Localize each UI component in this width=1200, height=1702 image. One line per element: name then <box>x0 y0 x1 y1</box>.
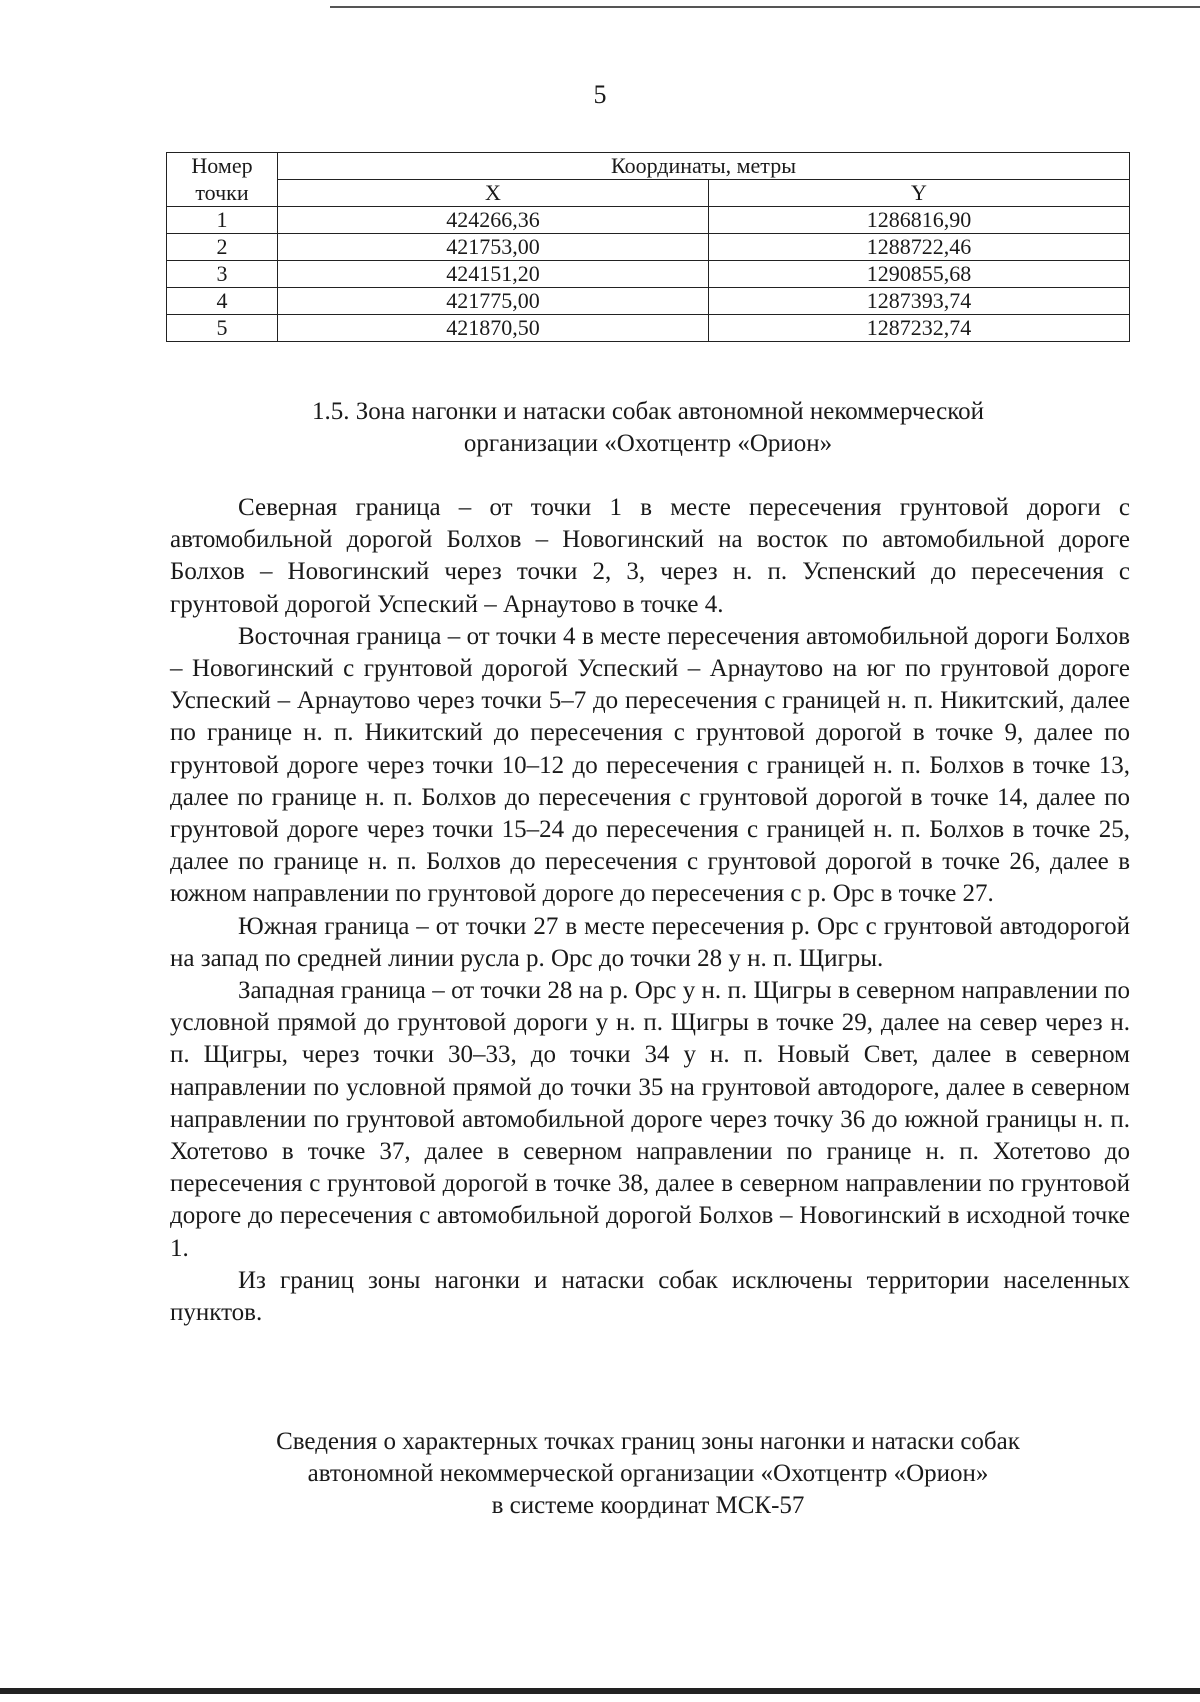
boundary-description <box>170 492 1130 1329</box>
cell-y: 1287393,74 <box>709 288 1130 315</box>
cell-point: 2 <box>167 234 278 261</box>
scan-edge-bottom <box>0 1688 1200 1694</box>
paragraph-west-boundary: Западная граница – от точки 28 на р. Орс у н. п. Щигры в северном направлении по условной прямой до грунтовой дороги у н. п. Щигры в точке 29, далее на север через н. п. Щигры, через точки 30–33, до точки 34 у н. п. Новый Свет, далее в северном направлении по условной прямой до точки 35 на грунтовой автодороге, далее в северном направлении по грунтовой автомобильной дороге через точку 36 до южной границы н. п. Хотетово в точке 37, далее в северном направлении по границе н. п. Хотетово до пересечения с грунтовой дорогой в точке 38, далее в северном направлении по грунтовой дороге до пересечения с автомобильной дорогой Болхов – Новогинский в исходной точке 1. <box>170 977 1130 1262</box>
table-row <box>167 315 1130 342</box>
coordinates-table <box>166 152 1130 342</box>
page-number: 5 <box>593 80 607 109</box>
cell-x: 424151,20 <box>278 261 709 288</box>
header-point-number-2: точки <box>167 180 278 207</box>
cell-y: 1290855,68 <box>709 261 1130 288</box>
cell-x: 421753,00 <box>278 234 709 261</box>
table-row <box>167 288 1130 315</box>
paragraph-north-boundary: Северная граница – от точки 1 в месте пересечения грунтовой дороги с автомобильной дорогой Болхов – Новогинский на восток по автомобильной дороге Болхов – Новогинский через точки 2, 3, через н. п. Успенский до пересечения с грунтовой дорогой Успеский – Арнаутово в точке 4. <box>170 494 1130 618</box>
cell-y: 1288722,46 <box>709 234 1130 261</box>
header-y: Y <box>709 180 1130 207</box>
section-title-line: организации «Охотцентр «Орион» <box>463 430 833 457</box>
header-coordinates: Координаты, метры <box>278 153 1130 180</box>
header-x: X <box>278 180 709 207</box>
cell-y: 1287232,74 <box>709 315 1130 342</box>
paragraph-east-boundary: Восточная граница – от точки 4 в месте пересечения автомобильной дороги Болхов – Новогинский с грунтовой дорогой Успеский – Арнаутово на юг по грунтовой дороге Успеский – Арнаутово через точки 5–7 до пересечения с границей н. п. Никитский, далее по границе н. п. Никитский до пересечения с грунтовой дорогой в точке 9, далее по грунтовой дороге через точки 10–12 до пересечения с границей н. п. Болхов в точке 13, далее по границе н. п. Болхов до пересечения с грунтовой дорогой в точке 14, далее по грунтовой дороге через точки 15–24 до пересечения с границей н. п. Болхов в точке 25, далее по границе н. п. Болхов до пересечения с грунтовой дорогой в точке 26, далее в южном направлении по грунтовой дороге до пересечения с р. Орс в точке 27. <box>170 622 1130 908</box>
table-subheader-row <box>167 180 1130 207</box>
info-title-line: автономной некоммерческой организации «Охотцентр «Орион» <box>307 1460 989 1487</box>
paragraph-exclusions: Из границ зоны нагонки и натаски собак исключены территории населенных пунктов. <box>170 1266 1130 1327</box>
cell-point: 3 <box>167 261 278 288</box>
cell-x: 424266,36 <box>278 207 709 234</box>
info-title <box>166 1426 1130 1522</box>
table-header-row <box>167 153 1130 180</box>
cell-point: 5 <box>167 315 278 342</box>
cell-x: 421870,50 <box>278 315 709 342</box>
table-row <box>167 261 1130 288</box>
section-title <box>166 396 1130 460</box>
info-title-line: в системе координат МСК-57 <box>491 1492 805 1519</box>
cell-point: 1 <box>167 207 278 234</box>
info-title-line: Сведения о характерных точках границ зоны нагонки и натаски собак <box>276 1428 1020 1455</box>
cell-y: 1286816,90 <box>709 207 1130 234</box>
paragraph-south-boundary: Южная граница – от точки 27 в месте пересечения р. Орс с грунтовой автодорогой на запад по средней линии русла р. Орс до точки 28 у н. п. Щигры. <box>170 912 1130 972</box>
cell-x: 421775,00 <box>278 288 709 315</box>
header-point-number: Номер <box>167 153 278 180</box>
section-title-line: 1.5. Зона нагонки и натаски собак автономной некоммерческой <box>312 398 984 425</box>
table-row <box>167 207 1130 234</box>
table-row <box>167 234 1130 261</box>
cell-point: 4 <box>167 288 278 315</box>
scan-edge-top <box>330 6 1200 8</box>
